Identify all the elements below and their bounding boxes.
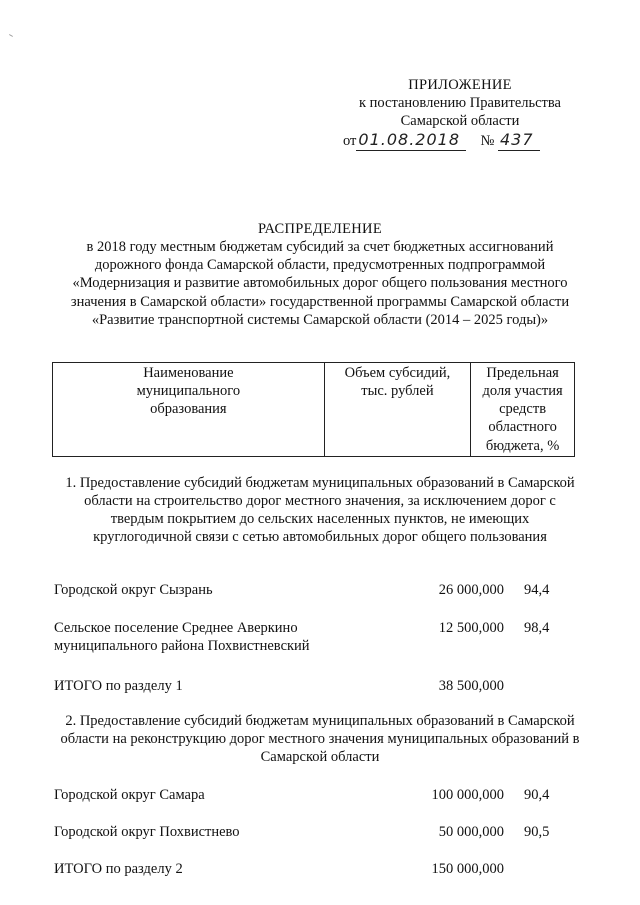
section-2-title: 2. Предоставление субсидий бюджетам муниципальных образований в Самарской области на реконструкцию дорог местного значения муниципальных образований в Самарской области — [60, 713, 580, 766]
appendix-line-2: Самарской области — [400, 113, 520, 130]
row-share: 98,4 — [524, 620, 550, 636]
header-col-share: Предельная доля участия средств областного бюджета, % — [471, 363, 575, 457]
decree-reference — [343, 130, 583, 151]
row-amount: 50 000,000 — [438, 824, 504, 840]
number-label: № — [480, 133, 495, 149]
row-amount: 26 000,000 — [438, 582, 504, 598]
header-col-name: Наименование муниципального образования — [53, 363, 325, 457]
table-header — [52, 362, 575, 457]
from-label: от — [343, 133, 357, 149]
appendix-title: ПРИЛОЖЕНИЕ — [408, 77, 512, 93]
row-name: Городской округ Похвистнево — [54, 824, 240, 840]
total-amount: 150 000,000 — [431, 861, 504, 877]
appendix-line-1: к постановлению Правительства — [359, 95, 561, 112]
decree-number: 437 — [498, 130, 540, 151]
scan-mark — [9, 34, 13, 37]
row-share: 94,4 — [524, 582, 550, 598]
total-amount: 38 500,000 — [438, 678, 504, 694]
row-name: Сельское поселение Среднее Аверкино муниципального района Похвистневский — [54, 620, 310, 655]
row-amount: 12 500,000 — [438, 620, 504, 636]
row-name: Городской округ Сызрань — [54, 582, 213, 598]
total-label: ИТОГО по разделу 2 — [54, 861, 183, 877]
header-col-amount: Объем субсидий, тыс. рублей — [324, 363, 470, 457]
section-1-title: 1. Предоставление субсидий бюджетам муниципальных образований в Самарской области на строительство дорог местного значения, за исключением дорог с твердым покрытием до сельских населенных пунктов, не имеющих круглогодичной связи с сетью автомобильных дорог общего пользования — [65, 475, 575, 546]
decree-date: 01.08.2018 — [356, 130, 466, 151]
row-share: 90,5 — [524, 824, 550, 840]
appendix-block — [340, 76, 580, 130]
row-share: 90,4 — [524, 787, 550, 803]
heading-body: в 2018 году местным бюджетам субсидий за счет бюджетных ассигнований дорожного фонда Самарской области, предусмотренных подпрограммой «Модернизация и развитие автомобильных дорог общего пользования местного значения в Самарской области» государственной программы Самарской области «Развитие транспортной системы Самарской области (2014 – 2025 годы)» — [70, 239, 570, 328]
heading-title: РАСПРЕДЕЛЕНИЕ — [258, 221, 382, 237]
row-amount: 100 000,000 — [431, 787, 504, 803]
total-label: ИТОГО по разделу 1 — [54, 678, 183, 694]
document-heading — [60, 220, 580, 329]
row-name: Городской округ Самара — [54, 787, 205, 803]
